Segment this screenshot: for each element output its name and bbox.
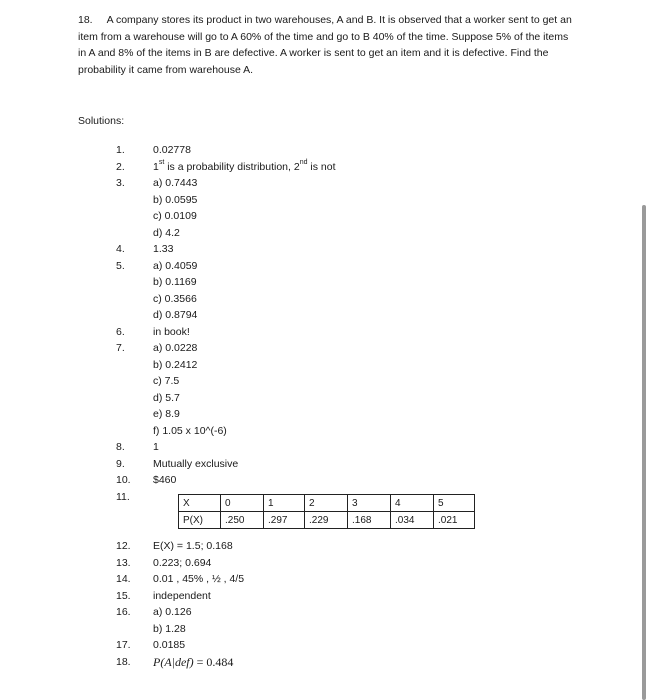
answer-text: f) 1.05 x 10^(-6) (153, 424, 227, 437)
p-value-cell: .034 (391, 512, 434, 529)
p-value-cell: .297 (264, 512, 305, 529)
x-value-cell: 5 (434, 495, 475, 512)
answer-item (0, 654, 652, 671)
answer-text: 1 (153, 441, 159, 453)
x-value-cell: 4 (391, 495, 434, 512)
answer-item (0, 159, 652, 176)
answer-number: 18. (116, 655, 131, 668)
answer-text: 1st is a probability distribution, 2nd is not (153, 159, 336, 173)
answer-number: 12. (116, 540, 131, 552)
answer-item (0, 225, 652, 242)
distribution-table (178, 494, 475, 529)
answer-text: $460 (153, 474, 177, 486)
answer-formula (153, 654, 233, 671)
table-row (179, 512, 475, 529)
answer-item (0, 406, 652, 423)
answer-text: E(X) = 1.5; 0.168 (153, 540, 233, 552)
table-row (179, 495, 475, 512)
p-label-cell: P(X) (179, 512, 221, 529)
p-value-cell: .250 (221, 512, 264, 529)
superscript: nd (299, 159, 308, 166)
answer-item (0, 274, 652, 291)
problem-statement (78, 12, 578, 78)
answer-item (0, 142, 652, 159)
answer-item (0, 373, 652, 390)
x-value-cell: 2 (305, 495, 348, 512)
answer-number: 4. (116, 243, 125, 255)
answer-item (0, 423, 652, 440)
problem-text: A company stores its product in two warehouses, A and B. It is observed that a worker sent to get an item from a warehouse will go to A 60% of the time and go to B 40% of the time. Suppose 5% of the items in A and 8% of the items in B are defective. A worker is sent to get an item and it is defective. Find the probability it came from warehouse A. (78, 14, 572, 76)
answer-item (0, 340, 652, 357)
x-value-cell: 0 (221, 495, 264, 512)
answer-item (0, 538, 652, 555)
answer-number: 7. (116, 342, 125, 354)
answer-number: 16. (116, 606, 131, 618)
formula-rhs: 0.484 (206, 654, 234, 669)
answer-item (0, 637, 652, 654)
answer-item (0, 258, 652, 275)
x-value-cell: 3 (348, 495, 391, 512)
scrollbar[interactable] (642, 205, 646, 700)
formula-lhs: P(A|def) (153, 654, 194, 669)
answer-text: c) 7.5 (153, 375, 180, 387)
answer-item (0, 307, 652, 324)
answer-number: 2. (116, 160, 125, 173)
superscript: st (158, 159, 165, 166)
answer-text: d) 5.7 (153, 391, 180, 404)
answer-text: b) 0.1169 (153, 276, 197, 288)
p-value-cell: .229 (305, 512, 348, 529)
answer-number: 6. (116, 325, 125, 338)
answer-item (0, 192, 652, 209)
x-label-cell: X (179, 495, 221, 512)
answer-text: a) 0.4059 (153, 259, 198, 272)
answer-text: 0.223; 0.694 (153, 556, 212, 569)
answer-item (0, 439, 652, 456)
answer-item (0, 208, 652, 225)
answer-item (0, 621, 652, 638)
answer-text: Mutually exclusive (153, 457, 239, 470)
answer-text: a) 0.0228 (153, 342, 198, 354)
answer-text: b) 1.28 (153, 622, 186, 635)
p-value-cell: .021 (434, 512, 475, 529)
answer-text: a) 0.7443 (153, 177, 198, 189)
answer-text: a) 0.126 (153, 606, 192, 618)
formula-equals: = (193, 654, 207, 669)
answer-item (0, 571, 652, 588)
answer-text: 0.02778 (153, 144, 191, 156)
answer-item (0, 555, 652, 572)
answer-item (0, 357, 652, 374)
answer-text: b) 0.0595 (153, 193, 198, 206)
answer-text: 0.0185 (153, 639, 186, 651)
answer-number: 9. (116, 457, 125, 470)
solutions-list (0, 142, 652, 670)
answer-number: 1. (116, 144, 125, 156)
answer-item (0, 472, 652, 489)
answer-text: d) 4.2 (153, 226, 180, 239)
answer-text: in book! (153, 325, 190, 338)
answer-number: 5. (116, 259, 125, 272)
answer-text: c) 0.0109 (153, 210, 197, 222)
answer-number: 15. (116, 589, 131, 602)
answer-item (0, 604, 652, 621)
answer-text: independent (153, 589, 211, 602)
x-value-cell: 1 (264, 495, 305, 512)
answer-number: 17. (116, 639, 131, 651)
answer-item (0, 456, 652, 473)
answer-item (0, 390, 652, 407)
answer-item (0, 241, 652, 258)
answer-number: 10. (116, 474, 131, 486)
answer-item (0, 588, 652, 605)
answer-text: b) 0.2412 (153, 358, 198, 371)
answer-item (0, 324, 652, 341)
p-value-cell: .168 (348, 512, 391, 529)
answer-number: 3. (116, 177, 125, 189)
distribution-table-container (0, 497, 652, 538)
answer-text: e) 8.9 (153, 408, 180, 420)
answer-text: 1.33 (153, 243, 174, 255)
answer-number: 13. (116, 556, 131, 569)
answer-item (0, 175, 652, 192)
answer-number: 8. (116, 441, 125, 453)
answer-number: 14. (116, 573, 131, 585)
solutions-heading: Solutions: (78, 115, 125, 127)
answer-number: 11. (116, 490, 130, 503)
answer-text: 0.01 , 45% , ½ , 4/5 (153, 573, 245, 585)
answer-text: c) 0.3566 (153, 292, 197, 305)
problem-number: 18. (78, 14, 93, 26)
answer-text: d) 0.8794 (153, 309, 198, 321)
answer-item (0, 291, 652, 308)
